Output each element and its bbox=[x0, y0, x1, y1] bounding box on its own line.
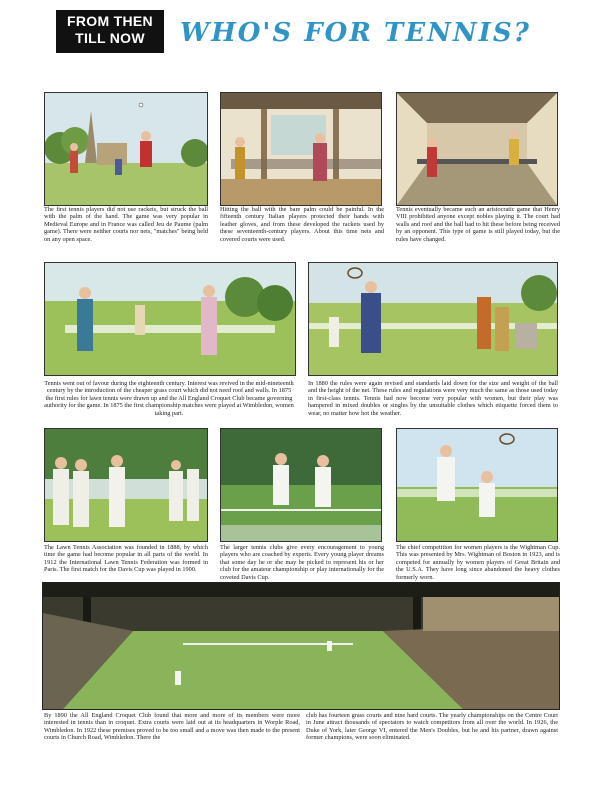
caption-panel-8: The chief competition for women players is the Wightman Cup. This was presented by Mrs. Wightman of Boston in 1923, and is competed for annually by women players of Great Britain and the U.S.A. They have long since abandoned the heavy clothes formerly worn. bbox=[396, 544, 560, 581]
caption-panel-3: Tennis eventually became such an aristocratic game that Henry VIII prohibited anyone except nobles playing it. The court had walls and roof and the ball had to hit these before being received by an opponent. This type of game is still played today, but the rules have changed. bbox=[396, 206, 560, 243]
illustration-wightman-cup bbox=[396, 428, 558, 542]
caption-panel-9-right: club has fourteen grass courts and nine hard courts. The yearly championships on the Centre Court in June attract thousands of spectators to watch competitors from all over the world. In 1926, the Duke of York, later George VI, entered the Men's Doubles, but he and his partner, drawn against former champions, were soon eliminated. bbox=[306, 712, 558, 742]
illustration-1880-ladies-tennis bbox=[308, 262, 558, 376]
caption-panel-4: Tennis went out of favour during the eighteenth century. Interest was revived in the mid-nineteenth century by the introduction of the cheaper grass court which did not need roof and walls. In 1875 the first rules for lawn tennis were drawn up and the All England Croquet Club became governing authority for the game. In 1875 the first championship matches were played at Wimbledon, women taking part. bbox=[44, 380, 294, 417]
series-badge bbox=[56, 10, 164, 53]
illustration-covered-court bbox=[220, 92, 382, 206]
caption-panel-5: In 1880 the rules were again revised and standards laid down for the size and weight of the ball and the height of the net. These rules and regulations were very much the same as those used today in first-class tennis. Tennis had now become very popular with women, but their play was hampered in mixed doubles or singles by the unsuitable clothes which etiquette forced them to wear, no matter how hot the weather. bbox=[308, 380, 558, 417]
illustration-victorian-lawn-tennis bbox=[44, 262, 296, 376]
caption-panel-1: The first tennis players did not use rackets, but struck the ball with the palm of the hand. The game was very popular in Medieval Europe and in France was called Jeu de Paume (palm game). There were neither courts nor nets, "matches" being held on any open space. bbox=[44, 206, 208, 243]
page-title: WHO'S FOR TENNIS? bbox=[180, 18, 531, 48]
caption-panel-2: Hitting the ball with the bare palm could be painful. In the fifteenth century Italian players protected their hands with leather gloves, and from these developed the rackets used by these seventeenth-century players. About this time nets and covered courts were used. bbox=[220, 206, 384, 243]
illustration-young-doubles bbox=[220, 428, 382, 542]
caption-panel-9-left: By 1890 the All England Croquet Club found that more and more of its members were more interested in tennis than in croquet. Extra courts were laid out at its headquarters in Worple Road, Wimbledon. In 1922 these premises proved to be too small and a move was then made to the present courts in Church Road, Wimbledon. There the bbox=[44, 712, 300, 742]
illustration-medieval-palm-game bbox=[44, 92, 208, 206]
series-line-2: TILL NOW bbox=[75, 30, 145, 46]
series-line-1: FROM THEN bbox=[67, 13, 153, 29]
illustration-lta-players bbox=[44, 428, 208, 542]
illustration-real-tennis-court bbox=[396, 92, 558, 206]
caption-panel-7: The larger tennis clubs give every encouragement to young players who are coached by experts. Every young player dreams that some day he or she may be picked to represent his or her club for the amateur championship or play internationally for the coveted Davis Cup. bbox=[220, 544, 384, 581]
caption-panel-6: The Lawn Tennis Association was founded in 1888, by which time the game had become popular in all parts of the world. In 1912 the International Lawn Tennis Federation was formed in Paris. The first match for the Davis Cup was played in 1900. bbox=[44, 544, 208, 574]
illustration-wimbledon-centre-court bbox=[42, 582, 560, 710]
